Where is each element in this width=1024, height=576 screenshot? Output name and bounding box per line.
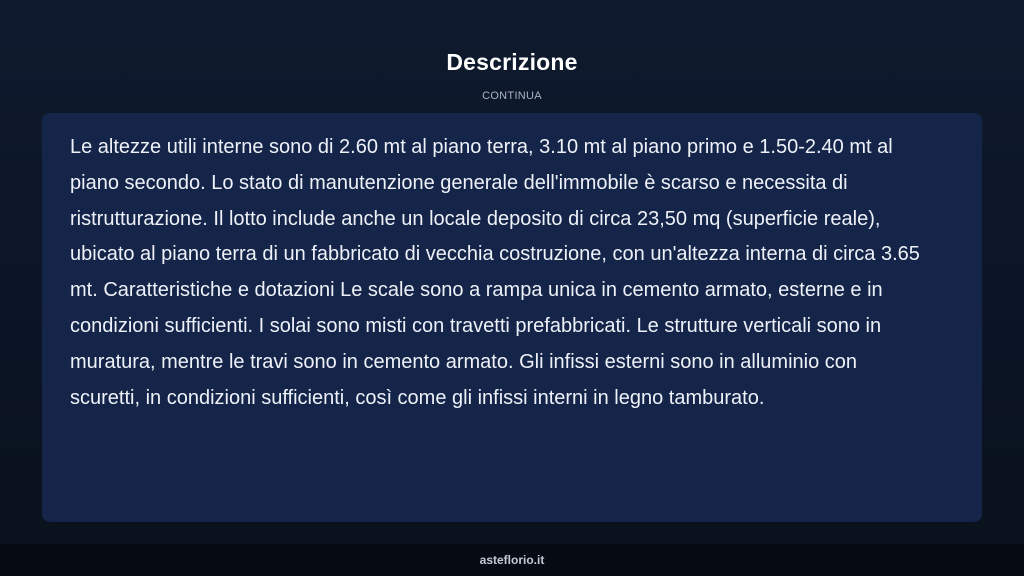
footer-bar [0,544,1024,576]
page-title: Descrizione [446,49,578,75]
continue-label[interactable]: CONTINUA [482,90,542,102]
description-text: Le altezze utili interne sono di 2.60 mt al piano terra, 3.10 mt al piano primo e 1.50-2.40 mt al piano secondo. Lo stato di manutenzione generale dell'immobile è scarso e necessita di ristrutturazione. Il lotto include anche un locale deposito di circa 23,50 mq (superficie reale), ubicato al piano terra di un fabbricato di vecchia costruzione, con un'altezza interna di circa 3.65 mt. Caratteristiche e dotazioni Le scale sono a rampa unica in cemento armato, esterne e in condizioni sufficienti. I solai sono misti con travetti prefabbricati. Le strutture verticali sono in muratura, mentre le travi sono in cemento armato. Gli infissi esterni sono in alluminio con scuretti, in condizioni sufficienti, così come gli infissi interni in legno tamburato. [70,136,920,409]
description-card [42,113,982,522]
footer-site-label: asteflorio.it [479,553,545,567]
